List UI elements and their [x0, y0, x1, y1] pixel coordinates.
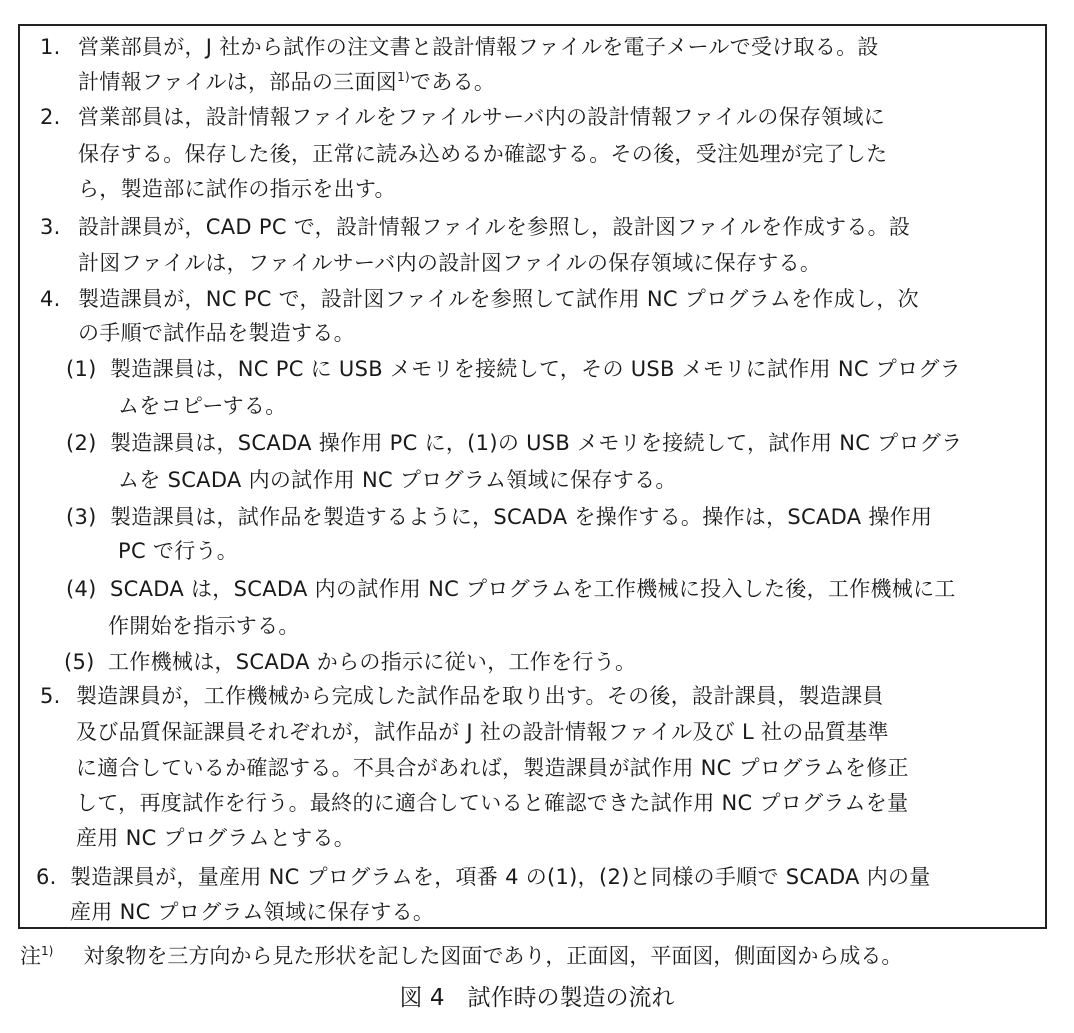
step-1-line-1: 製造課員は，NC PC に USB メモリを接続して，その USB メモリに試作用 NC プログラ — [110, 357, 961, 381]
footnote-ref: 1) — [397, 70, 411, 84]
item-3-number: 3. — [40, 215, 61, 239]
item-2-number: 2. — [40, 105, 61, 129]
figure-caption: 図 4 試作時の製造の流れ — [399, 985, 675, 1011]
item-6-line-1: 製造課員が，量産用 NC プログラムを，項番 4 の(1)，(2)と同様の手順で SCADA 内の量 — [70, 865, 931, 889]
step-2-number: (2) — [66, 431, 97, 455]
step-1-line-2: ムをコピーする。 — [118, 394, 287, 418]
item-1-number: 1. — [40, 35, 61, 59]
step-4-number: (4) — [66, 577, 97, 601]
item-4-line-1: 製造課員が，NC PC で，設計図ファイルを参照して試作用 NC プログラムを作成し，次 — [78, 287, 919, 311]
step-3-number: (3) — [66, 505, 97, 529]
item-5-line-5: 産用 NC プログラムとする。 — [76, 826, 356, 850]
item-6-line-2: 産用 NC プログラム領域に保存する。 — [70, 900, 435, 924]
item-2-line-1: 営業部員は，設計情報ファイルをファイルサーバ内の設計情報ファイルの保存領域に — [78, 105, 886, 129]
step-3-line-2: PC で行う。 — [118, 539, 239, 563]
footnote-marker: 1) — [41, 944, 54, 958]
item-5-line-2: 及び品質保証課員それぞれが，試作品が J 社の設計情報ファイル及び L 社の品質基準 — [76, 720, 889, 744]
item-1-line-1: 営業部員が，J 社から試作の注文書と設計情報ファイルを電子メールで受け取る。設 — [78, 35, 879, 59]
step-4-line-2: 作開始を指示する。 — [108, 614, 300, 638]
item-4-number: 4. — [40, 287, 61, 311]
step-4-line-1: SCADA は，SCADA 内の試作用 NC プログラムを工作機械に投入した後，工作機械に工 — [110, 577, 956, 601]
item-4-line-2: の手順で試作品を製造する。 — [78, 321, 355, 345]
step-3-line-1: 製造課員は，試作品を製造するように，SCADA を操作する。操作は，SCADA 操作用 — [110, 505, 933, 529]
item-5-number: 5. — [40, 684, 61, 708]
item-5-line-1: 製造課員が，工作機械から完成した試作品を取り出す。その後，設計課員，製造課員 — [76, 684, 884, 708]
item-3-line-2: 計図ファイルは，ファイルサーバ内の設計図ファイルの保存領域に保存する。 — [78, 251, 822, 275]
item-3-line-1: 設計課員が，CAD PC で，設計情報ファイルを参照し，設計図ファイルを作成する。設 — [78, 215, 911, 239]
step-5-line-1: 工作機械は，SCADA からの指示に従い，工作を行う。 — [108, 650, 637, 674]
step-2-line-1: 製造課員は，SCADA 操作用 PC に，(1)の USB メモリを接続して，試作用 NC プログラ — [110, 431, 963, 455]
item-5-line-4: して，再度試作を行う。最終的に適合していると確認できた試作用 NC プログラムを量 — [76, 791, 909, 815]
step-1-number: (1) — [66, 357, 97, 381]
item-6-number: 6. — [36, 865, 57, 889]
step-2-line-2: ムを SCADA 内の試作用 NC プログラム領域に保存する。 — [118, 468, 677, 492]
item-2-line-3: ら，製造部に試作の指示を出す。 — [78, 177, 396, 201]
footnote-label: 注 — [20, 944, 41, 968]
item-5-line-3: に適合しているか確認する。不具合があれば，製造課員が試作用 NC プログラムを修正 — [76, 756, 909, 780]
footnote-text: 対象物を三方向から見た形状を記した図面であり，正面図，平面図，側面図から成る。 — [83, 944, 903, 968]
item-2-line-2: 保存する。保存した後，正常に読み込めるか確認する。その後，受注処理が完了した — [78, 142, 888, 166]
step-5-number: (5) — [64, 650, 95, 674]
footnote — [20, 936, 902, 971]
item-1-line-2: 計情報ファイルは，部品の三面図$^{1)}$である。 — [78, 70, 496, 94]
